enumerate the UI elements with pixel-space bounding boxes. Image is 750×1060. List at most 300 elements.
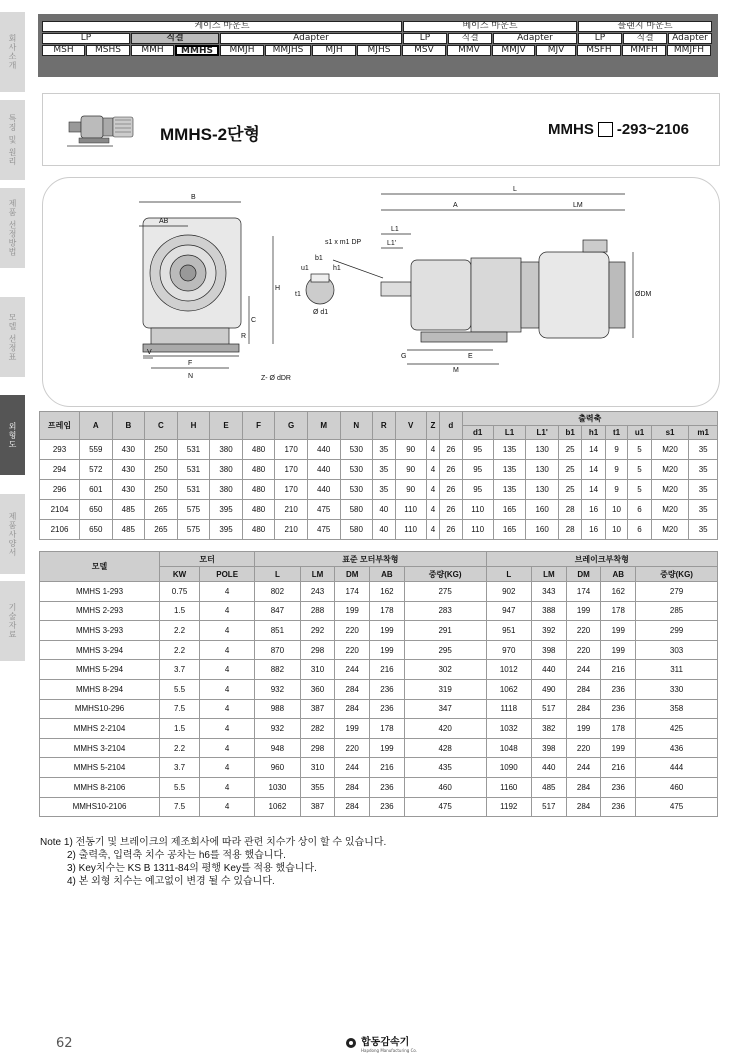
- model-name-cell: MMHS10-296: [40, 699, 160, 719]
- gear-motor-icon: [65, 108, 145, 150]
- model-value-cell: 220: [566, 738, 601, 758]
- dimension-cell: 9: [605, 480, 627, 500]
- nav-base-direct[interactable]: 직결: [448, 33, 492, 44]
- label-b: B: [191, 194, 196, 201]
- model-value-cell: 343: [531, 582, 566, 602]
- nav-base-mount[interactable]: 베이스 마운트: [403, 21, 577, 32]
- model-row: [40, 679, 718, 699]
- dimension-cell: 90: [395, 480, 426, 500]
- nav-model-mjv[interactable]: MJV: [536, 45, 576, 56]
- label-l: L: [513, 186, 517, 193]
- model-value-cell: 220: [566, 640, 601, 660]
- dimension-cell: 210: [275, 520, 308, 540]
- model-row: [40, 699, 718, 719]
- model-value-cell: 1.5: [160, 601, 200, 621]
- dimension-table-body: [40, 440, 718, 540]
- dimension-cell: 430: [112, 480, 145, 500]
- model-value-cell: 284: [566, 699, 601, 719]
- label-l1: L1: [391, 226, 399, 233]
- label-l1p: L1': [387, 240, 397, 247]
- model-value-cell: 1030: [255, 777, 300, 797]
- company-logo: [345, 1033, 417, 1053]
- model-value-cell: 236: [601, 699, 636, 719]
- dimension-cell: 35: [689, 440, 718, 460]
- dimension-cell: 395: [210, 520, 243, 540]
- model-value-cell: 475: [636, 797, 718, 817]
- model-value-cell: 283: [404, 601, 486, 621]
- th-l1p: L1': [526, 426, 559, 440]
- dimension-cell: 25: [558, 480, 581, 500]
- model-name-cell: MMHS 2-293: [40, 601, 160, 621]
- model-value-cell: 4: [200, 621, 255, 641]
- dimension-cell: 135: [493, 480, 526, 500]
- model-name-cell: MMHS 5-294: [40, 660, 160, 680]
- nav-base-adapter[interactable]: Adapter: [493, 33, 577, 44]
- model-row: [40, 601, 718, 621]
- model-value-cell: 216: [370, 660, 405, 680]
- th-std-l: L: [255, 567, 300, 582]
- dimension-cell: 5: [628, 480, 651, 500]
- th-m1: m1: [689, 426, 718, 440]
- dimension-cell: 531: [177, 460, 210, 480]
- nav-case-direct[interactable]: 직결: [131, 33, 219, 44]
- label-d1: Ø d1: [313, 309, 329, 316]
- model-value-cell: 199: [601, 621, 636, 641]
- nav-row-type: [42, 33, 714, 44]
- dimension-row: [40, 460, 718, 480]
- dimension-cell: 430: [112, 440, 145, 460]
- model-value-cell: 4: [200, 582, 255, 602]
- nav-flange-adapter[interactable]: Adapter: [668, 33, 712, 44]
- model-row: [40, 797, 718, 817]
- dimension-cell: 580: [340, 500, 373, 520]
- nav-case-lp[interactable]: LP: [42, 33, 130, 44]
- model-value-cell: 485: [531, 777, 566, 797]
- model-value-cell: 882: [255, 660, 300, 680]
- th-d1: d1: [462, 426, 493, 440]
- model-row: [40, 758, 718, 778]
- product-nav-bar: [38, 14, 718, 77]
- dimension-cell: 14: [582, 480, 605, 500]
- nav-model-mmfh[interactable]: MMFH: [622, 45, 666, 56]
- model-value-cell: 291: [404, 621, 486, 641]
- dimension-cell: 40: [373, 500, 395, 520]
- model-row: [40, 738, 718, 758]
- th-brake-l: L: [486, 567, 531, 582]
- model-value-cell: 440: [531, 758, 566, 778]
- model-value-cell: 970: [486, 640, 531, 660]
- dimension-cell: M20: [651, 440, 689, 460]
- dimension-cell: 35: [373, 480, 395, 500]
- dimension-cell: 35: [689, 480, 718, 500]
- model-value-cell: 355: [300, 777, 335, 797]
- model-row: [40, 621, 718, 641]
- model-value-cell: 347: [404, 699, 486, 719]
- dimension-cell: 40: [373, 520, 395, 540]
- dimension-cell: 480: [242, 440, 275, 460]
- model-value-cell: 298: [300, 738, 335, 758]
- nav-model-mmjhs[interactable]: MMJHS: [265, 45, 311, 56]
- model-value-cell: 4: [200, 660, 255, 680]
- dimension-cell: 580: [340, 520, 373, 540]
- model-value-cell: 4: [200, 738, 255, 758]
- nav-model-mjhs[interactable]: MJHS: [357, 45, 401, 56]
- outline-drawing: [43, 178, 721, 408]
- nav-row-models: [42, 45, 714, 56]
- dimension-cell: 440: [307, 440, 340, 460]
- dimension-cell: 25: [558, 440, 581, 460]
- label-a: A: [453, 202, 458, 209]
- dimension-cell: 5: [628, 440, 651, 460]
- model-value-cell: 902: [486, 582, 531, 602]
- label-dm: ØDM: [635, 291, 652, 298]
- model-value-cell: 199: [566, 719, 601, 739]
- dimension-cell: 28: [558, 520, 581, 540]
- dimension-cell: 26: [440, 440, 462, 460]
- dimension-cell: 294: [40, 460, 80, 480]
- model-value-cell: 358: [636, 699, 718, 719]
- dimension-cell: M20: [651, 460, 689, 480]
- th-l1: L1: [493, 426, 526, 440]
- dimension-cell: 16: [582, 520, 605, 540]
- label-z: Z- Ø dDR: [261, 375, 291, 382]
- dimension-cell: 530: [340, 480, 373, 500]
- model-value-cell: 3.7: [160, 660, 200, 680]
- dimension-cell: 475: [307, 520, 340, 540]
- label-t1: t1: [295, 291, 301, 298]
- dimension-cell: 14: [582, 460, 605, 480]
- dimension-cell: 35: [689, 460, 718, 480]
- model-value-cell: 236: [601, 797, 636, 817]
- model-value-cell: 275: [404, 582, 486, 602]
- label-s1m1: s1 x m1 DP: [325, 239, 362, 246]
- model-name-cell: MMHS 3-2104: [40, 738, 160, 758]
- model-code-suffix: -293~2106: [616, 121, 689, 138]
- gear-logo-icon: [345, 1037, 357, 1049]
- model-name-cell: MMHS 5-2104: [40, 758, 160, 778]
- th-b: B: [112, 412, 145, 440]
- th-std-lm: LM: [300, 567, 335, 582]
- model-value-cell: 420: [404, 719, 486, 739]
- model-value-cell: 199: [601, 738, 636, 758]
- label-e: E: [468, 353, 473, 360]
- dimension-cell: 26: [440, 520, 462, 540]
- dimension-cell: 6: [628, 500, 651, 520]
- label-lm: LM: [573, 202, 583, 209]
- dimension-cell: 531: [177, 440, 210, 460]
- dimension-cell: M20: [651, 480, 689, 500]
- page-number: 62: [56, 1036, 73, 1051]
- dimension-cell: 6: [628, 520, 651, 540]
- th-n: N: [340, 412, 373, 440]
- model-value-cell: 435: [404, 758, 486, 778]
- model-value-cell: 311: [636, 660, 718, 680]
- dimension-cell: 440: [307, 480, 340, 500]
- model-value-cell: 4: [200, 640, 255, 660]
- dimension-cell: 650: [80, 500, 113, 520]
- th-frame: 프레임: [40, 412, 80, 440]
- model-value-cell: 285: [636, 601, 718, 621]
- dimension-cell: 380: [210, 480, 243, 500]
- model-value-cell: 244: [566, 660, 601, 680]
- th-v: V: [395, 412, 426, 440]
- model-value-cell: 178: [370, 601, 405, 621]
- dimension-cell: 475: [307, 500, 340, 520]
- nav-model-mmv[interactable]: MMV: [447, 45, 491, 56]
- model-value-cell: 178: [601, 601, 636, 621]
- model-value-cell: 1160: [486, 777, 531, 797]
- model-row: [40, 777, 718, 797]
- model-value-cell: 292: [300, 621, 335, 641]
- model-value-cell: 178: [370, 719, 405, 739]
- model-table-body: [40, 582, 718, 817]
- model-value-cell: 398: [531, 640, 566, 660]
- nav-case-adapter[interactable]: Adapter: [220, 33, 402, 44]
- model-table: [39, 551, 718, 817]
- dimension-cell: 90: [395, 460, 426, 480]
- model-value-cell: 244: [566, 758, 601, 778]
- model-value-cell: 947: [486, 601, 531, 621]
- model-value-cell: 1048: [486, 738, 531, 758]
- th-std-weight: 중량(KG): [404, 567, 486, 582]
- model-value-cell: 490: [531, 679, 566, 699]
- th-brake-weight: 중량(KG): [636, 567, 718, 582]
- model-value-cell: 425: [636, 719, 718, 739]
- dimension-cell: 35: [689, 520, 718, 540]
- dimension-cell: 170: [275, 480, 308, 500]
- dimension-row: [40, 480, 718, 500]
- dimension-cell: 16: [582, 500, 605, 520]
- dimension-cell: 4: [426, 440, 439, 460]
- nav-model-msh[interactable]: MSH: [42, 45, 85, 56]
- dimension-cell: 601: [80, 480, 113, 500]
- model-value-cell: 288: [300, 601, 335, 621]
- model-value-cell: 236: [370, 679, 405, 699]
- model-value-cell: 284: [335, 679, 370, 699]
- dimension-cell: 480: [242, 480, 275, 500]
- model-value-cell: 319: [404, 679, 486, 699]
- dimension-cell: 480: [242, 460, 275, 480]
- model-name-cell: MMHS10-2106: [40, 797, 160, 817]
- dimension-cell: 26: [440, 460, 462, 480]
- nav-model-mmhs[interactable]: MMHS: [175, 45, 219, 56]
- th-u1: u1: [628, 426, 651, 440]
- nav-model-msv[interactable]: MSV: [402, 45, 446, 56]
- dimension-cell: 28: [558, 500, 581, 520]
- th-r: R: [373, 412, 395, 440]
- model-value-cell: 199: [335, 601, 370, 621]
- dimension-cell: 265: [145, 500, 178, 520]
- model-value-cell: 330: [636, 679, 718, 699]
- model-value-cell: 460: [636, 777, 718, 797]
- dimension-cell: 293: [40, 440, 80, 460]
- nav-model-msfh[interactable]: MSFH: [577, 45, 621, 56]
- model-name-cell: MMHS 3-294: [40, 640, 160, 660]
- label-r: R: [241, 333, 247, 340]
- nav-flange-direct[interactable]: 직결: [623, 33, 667, 44]
- label-b1: b1: [315, 255, 323, 262]
- nav-model-mmh[interactable]: MMH: [131, 45, 174, 56]
- model-value-cell: 4: [200, 699, 255, 719]
- side-tab-outline[interactable]: 외형도: [0, 395, 25, 475]
- dimension-row: [40, 520, 718, 540]
- th-a: A: [80, 412, 113, 440]
- label-ab: AB: [159, 218, 169, 225]
- nav-model-mmjv[interactable]: MMJV: [492, 45, 535, 56]
- nav-model-mmjfh[interactable]: MMJFH: [667, 45, 711, 56]
- note-3: 3) Key치수는 KS B 1311-84의 평행 Key를 적용 했습니다.: [67, 863, 317, 874]
- dimension-cell: 572: [80, 460, 113, 480]
- nav-flange-mount[interactable]: 플랜지 마운트: [578, 21, 712, 32]
- dimension-cell: 35: [373, 460, 395, 480]
- model-value-cell: 302: [404, 660, 486, 680]
- model-value-cell: 284: [566, 777, 601, 797]
- side-tab-spec-sheet[interactable]: 제품사양서: [0, 494, 25, 574]
- dimension-cell: 130: [526, 440, 559, 460]
- model-value-cell: 216: [601, 758, 636, 778]
- th-z: Z: [426, 412, 439, 440]
- th-output-shaft: 출력축: [462, 412, 717, 426]
- model-value-cell: 398: [531, 738, 566, 758]
- company-name: 합동감속기: [361, 1037, 410, 1048]
- model-value-cell: 932: [255, 719, 300, 739]
- dimension-cell: 2106: [40, 520, 80, 540]
- dimension-cell: 650: [80, 520, 113, 540]
- dimension-row: [40, 440, 718, 460]
- model-value-cell: 5.5: [160, 777, 200, 797]
- model-value-cell: 802: [255, 582, 300, 602]
- model-value-cell: 7.5: [160, 797, 200, 817]
- model-value-cell: 244: [335, 758, 370, 778]
- model-value-cell: 236: [370, 777, 405, 797]
- dimension-cell: 26: [440, 480, 462, 500]
- dimension-cell: 296: [40, 480, 80, 500]
- nav-model-mshs[interactable]: MSHS: [86, 45, 130, 56]
- model-row: [40, 640, 718, 660]
- dimension-cell: 95: [462, 460, 493, 480]
- model-value-cell: 2.2: [160, 640, 200, 660]
- dimension-cell: 485: [112, 520, 145, 540]
- model-value-cell: 3.7: [160, 758, 200, 778]
- nav-base-lp[interactable]: LP: [403, 33, 447, 44]
- model-value-cell: 174: [566, 582, 601, 602]
- dimension-cell: 395: [210, 500, 243, 520]
- model-value-cell: 310: [300, 758, 335, 778]
- dimension-cell: 110: [395, 500, 426, 520]
- label-h: H: [275, 285, 281, 292]
- dimension-cell: 35: [689, 500, 718, 520]
- th-h1: h1: [582, 426, 605, 440]
- dimension-cell: 14: [582, 440, 605, 460]
- model-value-cell: 1062: [486, 679, 531, 699]
- model-value-cell: 1192: [486, 797, 531, 817]
- model-name-cell: MMHS 8-294: [40, 679, 160, 699]
- model-value-cell: 279: [636, 582, 718, 602]
- model-value-cell: 951: [486, 621, 531, 641]
- model-value-cell: 388: [531, 601, 566, 621]
- dimension-cell: M20: [651, 520, 689, 540]
- nav-model-mmjh[interactable]: MMJH: [220, 45, 264, 56]
- model-value-cell: 2.2: [160, 621, 200, 641]
- dimension-cell: 575: [177, 500, 210, 520]
- model-value-cell: 199: [601, 640, 636, 660]
- model-value-cell: 382: [531, 719, 566, 739]
- th-standard-motor: 표준 모터부착형: [255, 552, 486, 567]
- model-value-cell: 236: [370, 797, 405, 817]
- th-h: H: [177, 412, 210, 440]
- model-value-cell: 220: [566, 621, 601, 641]
- model-name-cell: MMHS 8-2106: [40, 777, 160, 797]
- company-name-en: Hapdong Manufacturing Co.: [361, 1048, 418, 1053]
- dimension-cell: 10: [605, 520, 627, 540]
- model-value-cell: 4: [200, 601, 255, 621]
- nav-case-mount[interactable]: 케이스 마운트: [42, 21, 402, 32]
- model-value-cell: 220: [335, 621, 370, 641]
- dimension-cell: 10: [605, 500, 627, 520]
- th-b1: b1: [558, 426, 581, 440]
- th-model: 모델: [40, 552, 160, 582]
- model-value-cell: 4: [200, 777, 255, 797]
- side-tab-tech-data[interactable]: 기술자료: [0, 581, 25, 661]
- model-value-cell: 932: [255, 679, 300, 699]
- model-value-cell: 199: [566, 601, 601, 621]
- model-value-cell: 220: [335, 738, 370, 758]
- dimension-cell: M20: [651, 500, 689, 520]
- side-tab-company[interactable]: 회사소개: [0, 12, 25, 92]
- model-value-cell: 444: [636, 758, 718, 778]
- model-value-cell: 460: [404, 777, 486, 797]
- model-value-cell: 284: [566, 797, 601, 817]
- nav-model-mjh[interactable]: MJH: [312, 45, 356, 56]
- dimension-cell: 160: [526, 500, 559, 520]
- dimension-cell: 26: [440, 500, 462, 520]
- dimension-cell: 430: [112, 460, 145, 480]
- model-value-cell: 220: [335, 640, 370, 660]
- dimension-cell: 4: [426, 520, 439, 540]
- model-row: [40, 719, 718, 739]
- outline-drawing-panel: [42, 177, 720, 407]
- model-name-cell: MMHS 2-2104: [40, 719, 160, 739]
- model-value-cell: 4: [200, 797, 255, 817]
- model-value-cell: 2.2: [160, 738, 200, 758]
- dimension-cell: 135: [493, 460, 526, 480]
- model-value-cell: 236: [601, 679, 636, 699]
- model-value-cell: 282: [300, 719, 335, 739]
- label-g: G: [401, 353, 407, 360]
- title-box: [42, 93, 720, 166]
- model-value-cell: 236: [370, 699, 405, 719]
- dimension-cell: 250: [145, 480, 178, 500]
- side-tab-model-table[interactable]: 모델 선정표: [0, 297, 25, 377]
- dimension-cell: 165: [493, 500, 526, 520]
- nav-flange-lp[interactable]: LP: [578, 33, 622, 44]
- side-tab-features[interactable]: 특징 및 원리: [0, 100, 25, 180]
- th-f: F: [242, 412, 275, 440]
- model-value-cell: 4: [200, 758, 255, 778]
- dimension-cell: 480: [242, 520, 275, 540]
- side-tab-selection-method[interactable]: 제품 선정방법: [0, 188, 25, 268]
- model-value-cell: 870: [255, 640, 300, 660]
- model-value-cell: 216: [370, 758, 405, 778]
- dimension-cell: 165: [493, 520, 526, 540]
- model-value-cell: 178: [601, 719, 636, 739]
- dimension-cell: 250: [145, 460, 178, 480]
- dimension-cell: 110: [462, 500, 493, 520]
- dimension-cell: 265: [145, 520, 178, 540]
- dimension-cell: 210: [275, 500, 308, 520]
- model-value-cell: 1032: [486, 719, 531, 739]
- model-value-cell: 199: [370, 621, 405, 641]
